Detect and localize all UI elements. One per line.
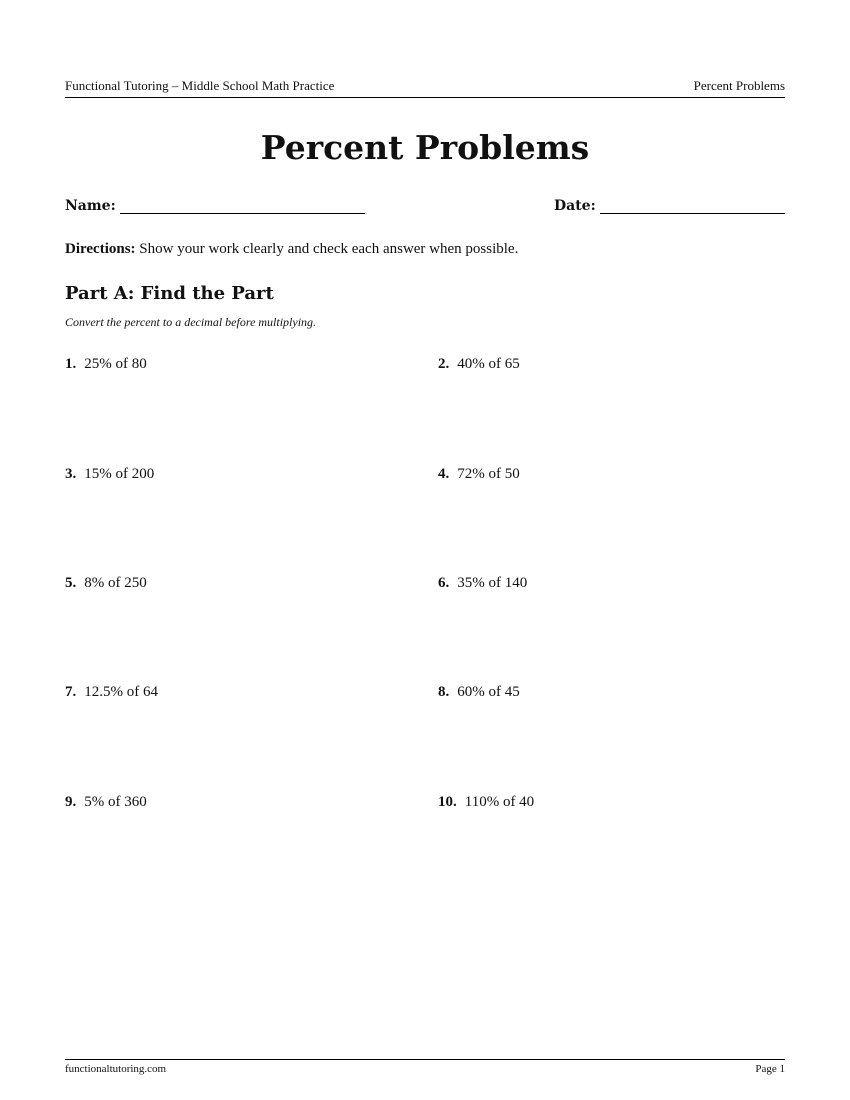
problem-item (438, 575, 527, 595)
problem-number: 5. (65, 575, 77, 591)
directions-label: Directions: (65, 241, 136, 257)
problem-number: 9. (65, 794, 77, 810)
problem-number: 6. (438, 575, 450, 591)
problem-expression: 110% of 40 (464, 794, 535, 810)
problem-item (65, 356, 147, 376)
directions-text: Show your work clearly and check each answer when possible. (139, 241, 519, 257)
problem-expression: 40% of 65 (457, 356, 520, 372)
problem-number: 8. (438, 684, 450, 700)
problem-number: 1. (65, 356, 77, 372)
footer-page-number: Page 1 (755, 1063, 785, 1075)
problem-item (65, 684, 158, 704)
problem-number: 3. (65, 466, 77, 482)
problem-item (65, 575, 147, 595)
running-footer (65, 1059, 785, 1075)
problem-number: 7. (65, 684, 77, 700)
problem-expression: 5% of 360 (84, 794, 147, 810)
worksheet-page (65, 0, 785, 1100)
date-label: Date: (554, 198, 596, 214)
problem-number: 10. (438, 794, 457, 810)
problem-number: 4. (438, 466, 450, 482)
running-header (65, 78, 785, 98)
problem-item (438, 466, 520, 486)
page-title: Percent Problems (260, 128, 590, 167)
problem-expression: 12.5% of 64 (84, 684, 158, 700)
problem-expression: 8% of 250 (84, 575, 147, 591)
name-blank-line[interactable] (120, 213, 365, 214)
problem-item (65, 466, 154, 486)
section-note-part-a: Convert the percent to a decimal before multiplying. (65, 315, 317, 329)
problem-item (438, 684, 520, 704)
section-heading-part-a: Part A: Find the Part (65, 283, 274, 304)
header-course-title: Functional Tutoring – Middle School Math Practice (65, 78, 335, 93)
problem-item (438, 794, 534, 814)
name-label: Name: (65, 198, 116, 214)
directions (65, 241, 785, 258)
problem-expression: 72% of 50 (457, 466, 520, 482)
problem-item (438, 356, 520, 376)
problem-number: 2. (438, 356, 450, 372)
date-blank-line[interactable] (600, 213, 785, 214)
footer-website: functionaltutoring.com (65, 1063, 167, 1075)
header-topic: Percent Problems (693, 78, 785, 93)
problem-item (65, 794, 147, 814)
problem-expression: 35% of 140 (457, 575, 528, 591)
problem-expression: 60% of 45 (457, 684, 520, 700)
name-date-row (65, 198, 785, 218)
problem-expression: 15% of 200 (84, 466, 155, 482)
problem-expression: 25% of 80 (84, 356, 147, 372)
